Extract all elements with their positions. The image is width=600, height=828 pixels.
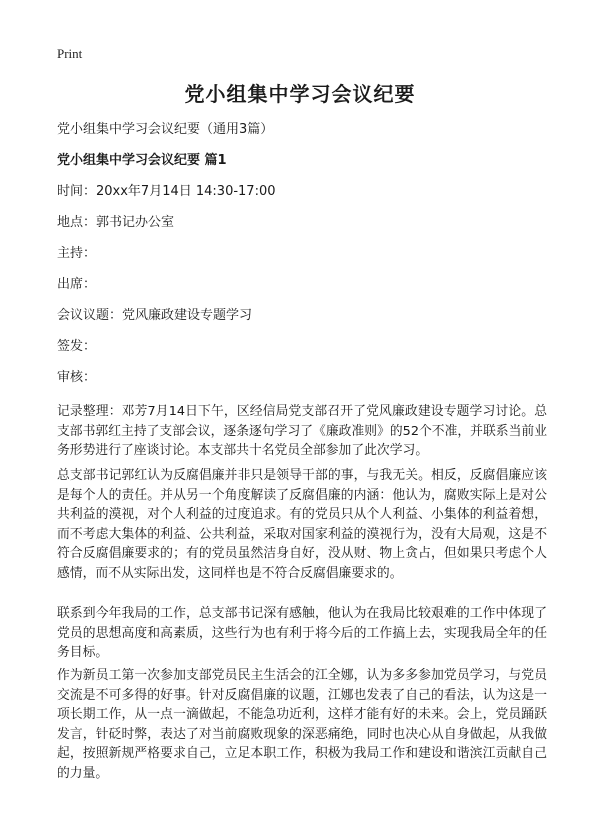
- section-title: 党小组集中学习会议纪要 篇1: [57, 153, 227, 168]
- page-title: 党小组集中学习会议纪要: [184, 82, 416, 106]
- meeting-time: 时间：20xx年7月14日 14:30-17:00: [57, 184, 276, 199]
- meeting-reviewer: 审核：: [57, 370, 97, 385]
- meeting-host: 主持：: [57, 246, 97, 261]
- meeting-topic: 会议议题：党风廉政建设专题学习: [57, 308, 253, 323]
- meeting-issuer: 签发：: [57, 339, 97, 354]
- paragraph-work: 联系到今年我局的工作，总支部书记深有感触，他认为在我局比较艰难的工作中体现了党员的思想高度和高素质，这些行为也有利于将今后的工作搞上去，实现我局全年的任务目标。: [57, 606, 547, 660]
- paragraph-secretary: 总支部书记郭红认为反腐倡廉并非只是领导干部的事，与我无关。相反，反腐倡廉应该是每个人的责任。并从另一个角度解读了反腐倡廉的内涵：他认为，腐败实际上是对公共利益的漠视，对个人利益的过度追求。有的党员只从个人利益、小集体的利益着想，而不考虑大集体的利益、公共利益，采取对国家利益的漠视行为，没有大局观，这是不符合反腐倡廉要求的；有的党员虽然洁身自好，没从财、物上贪占，但如果只考虑个人感情，而不从实际出发，这同样也是不符合反腐倡廉要求的。: [57, 468, 547, 581]
- paragraph-record: 记录整理：邓芳7月14日下午，区经信局党支部召开了党风廉政建设专题学习讨论。总支部书郭红主持了支部会议，逐条逐句学习了《廉政准则》的52个不准，并联系当前业务形势进行了座谈讨论。本支部共十名党员全部参加了此次学习。: [57, 404, 547, 458]
- meeting-attendees: 出席：: [57, 277, 97, 292]
- print-label: Print: [57, 46, 83, 61]
- paragraph-new-member: 作为新员工第一次参加支部党员民主生活会的江全娜，认为多多参加党员学习，与党员交流是不可多得的好事。针对反腐倡廉的议题，江娜也发表了自己的看法，认为这是一项长期工作，从一点一滴做起，不能急功近利，这样才能有好的未来。会上，党员踊跃发言，针砭时弊，表达了对当前腐败现象的深恶痛绝，同时也决心从自身做起，从我做起，按照新规严格要求自己，立足本职工作，积极为我局工作和建设和谐滨江贡献自己的力量。: [57, 668, 547, 781]
- series-title: 党小组集中学习会议纪要（通用3篇）: [57, 122, 274, 137]
- meeting-place: 地点：郭书记办公室: [57, 215, 175, 230]
